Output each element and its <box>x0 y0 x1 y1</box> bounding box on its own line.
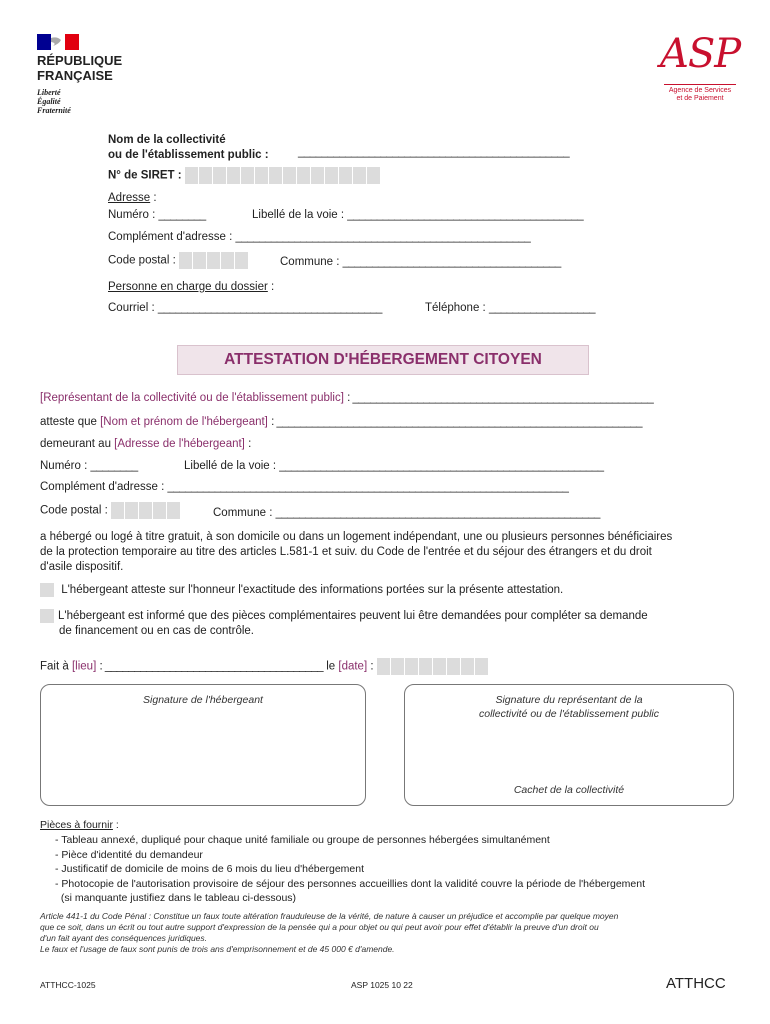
heb-commune-row: Commune : _______________________________________________________ <box>213 507 600 519</box>
cachet-label: Cachet de la collectivité <box>513 784 625 796</box>
nom-collectivite-field[interactable]: ______________________________________________ <box>298 146 570 158</box>
complement-row: Complément d'adresse : __________________________________________________ <box>108 231 531 243</box>
marianne-logo <box>37 34 79 53</box>
signature-representant-box[interactable] <box>404 684 734 806</box>
attestation-paragraph: a hébergé ou logé à titre gratuit, à son domicile ou dans un logement indépendant, une ou plusieurs personnes bénéficiaires de la protection temporaire au titre des articles L.581-1 et suiv. du Code de l'entrée et du séjour des étrangers et du droit d'asile dispositif. <box>40 531 673 573</box>
courriel-field[interactable]: ______________________________________ <box>157 302 382 314</box>
telephone-row: Téléphone : __________________ <box>425 302 596 314</box>
numero-row: Numéro : ________ <box>108 209 206 221</box>
checkbox-honneur-row: L'hébergeant atteste sur l'honneur l'exactitude des informations portées sur la présente attestation. <box>40 583 563 597</box>
list-item: - Tableau annexé, dupliqué pour chaque unité familiale ou groupe de personnes hébergées simultanément <box>55 834 550 846</box>
checkbox-honneur[interactable] <box>40 583 54 597</box>
footer-code-center: ASP 1025 10 22 <box>351 980 413 990</box>
signature-hebergeant-box[interactable] <box>40 684 366 806</box>
hebergeant-name-field[interactable]: : ______________________________________________________________ <box>271 416 643 428</box>
legal-notice: Article 441-1 du Code Pénal : Constitue un faux toute altération frauduleuse de la vérité, de nature à causer un préjudice et accomplie par quelque moyen que ce soit, dans un écrit ou tout autre support d'expression de la pensée qui a pour objet ou qui peut avoir pour effet d'établir la preuve d'un droit ou d'un fait ayant des conséquences juridiques. Le faux et l'usage de faux sont punis de trois ans d'emprisonnement et de 45 000 € d'amende. <box>40 911 619 954</box>
cp-row: Code postal : <box>108 252 249 269</box>
voie-row: Libellé de la voie : ________________________________________ <box>252 209 584 221</box>
list-item: - Photocopie de l'autorisation provisoire de séjour des personnes accueillies dont la validité couvre la période de l'hébergement <box>55 877 646 890</box>
representant-row: [Représentant de la collectivité ou de l'établissement public] : ___________________________________________________ <box>40 392 654 404</box>
signature-hebergeant-label: Signature de l'hébergeant <box>143 694 263 706</box>
demeurant-row: demeurant au [Adresse de l'hébergeant] : <box>40 438 252 450</box>
heb-complement-row: Complément d'adresse : ____________________________________________________________________ <box>40 481 569 493</box>
heb-commune-field[interactable]: _______________________________________________________ <box>275 507 600 519</box>
heb-numero-row: Numéro : ________ <box>40 460 138 472</box>
checkbox-pieces[interactable] <box>40 609 54 623</box>
pieces-list <box>55 833 645 906</box>
republique-title: RÉPUBLIQUE FRANÇAISE <box>37 53 123 83</box>
heb-complement-field[interactable]: ____________________________________________________________________ <box>167 481 569 493</box>
heb-cp-row: Code postal : <box>40 502 181 519</box>
numero-field[interactable]: ________ <box>158 209 206 221</box>
complement-field[interactable]: __________________________________________________ <box>235 231 531 243</box>
asp-logo: ASP Agence de Services et de Paiement <box>660 31 741 102</box>
adresse-label: Adresse : <box>108 192 157 204</box>
telephone-field[interactable]: __________________ <box>488 302 596 314</box>
list-item: - Justificatif de domicile de moins de 6 mois du lieu d'hébergement <box>55 863 364 875</box>
pieces-title: Pièces à fournir : <box>40 819 119 831</box>
siret-field[interactable] <box>185 170 381 182</box>
signature-representant-label: Signature du représentant de la collectivité ou de l'établissement public <box>478 694 660 720</box>
list-item: (si manquante justifiez dans le tableau ci-dessous) <box>55 892 297 904</box>
heb-voie-field[interactable]: _______________________________________________________ <box>279 460 604 472</box>
atteste-row: atteste que [Nom et prénom de l'hébergeant] : ______________________________________________________________ <box>40 416 643 428</box>
fait-row: Fait à [lieu] : _____________________________________ le [date] : <box>40 658 489 675</box>
commune-field[interactable]: _____________________________________ <box>342 256 561 268</box>
heb-cp-field[interactable] <box>111 505 181 517</box>
personne-label: Personne en charge du dossier : <box>108 281 275 293</box>
checkbox-pieces-row: L'hébergeant est informé que des pièces complémentaires peuvent lui être demandées pour compléter sa demande de financement ou en cas de contrôle. <box>40 609 648 639</box>
commune-row: Commune : _____________________________________ <box>280 256 561 268</box>
representant-field[interactable]: : ___________________________________________________ <box>347 392 654 404</box>
motto: Liberté Égalité Fraternité <box>37 88 71 115</box>
footer-code-right: ATTHCC <box>666 975 726 992</box>
footer-code-left: ATTHCC-1025 <box>40 980 96 990</box>
courriel-row: Courriel : ______________________________________ <box>108 302 382 314</box>
lieu-field[interactable]: : _____________________________________ <box>99 660 324 673</box>
siret-row: N° de SIRET : <box>108 167 381 184</box>
nom-collectivite-label: Nom de la collectivité ou de l'établissement public : <box>108 134 269 161</box>
heb-numero-field[interactable]: ________ <box>90 460 138 472</box>
page-title: ATTESTATION D'HÉBERGEMENT CITOYEN <box>177 345 589 375</box>
list-item: - Pièce d'identité du demandeur <box>55 848 203 861</box>
heb-voie-row: Libellé de la voie : _______________________________________________________ <box>184 460 604 472</box>
voie-field[interactable]: ________________________________________ <box>347 209 584 221</box>
cp-field[interactable] <box>179 255 249 267</box>
date-field[interactable] <box>377 661 489 673</box>
